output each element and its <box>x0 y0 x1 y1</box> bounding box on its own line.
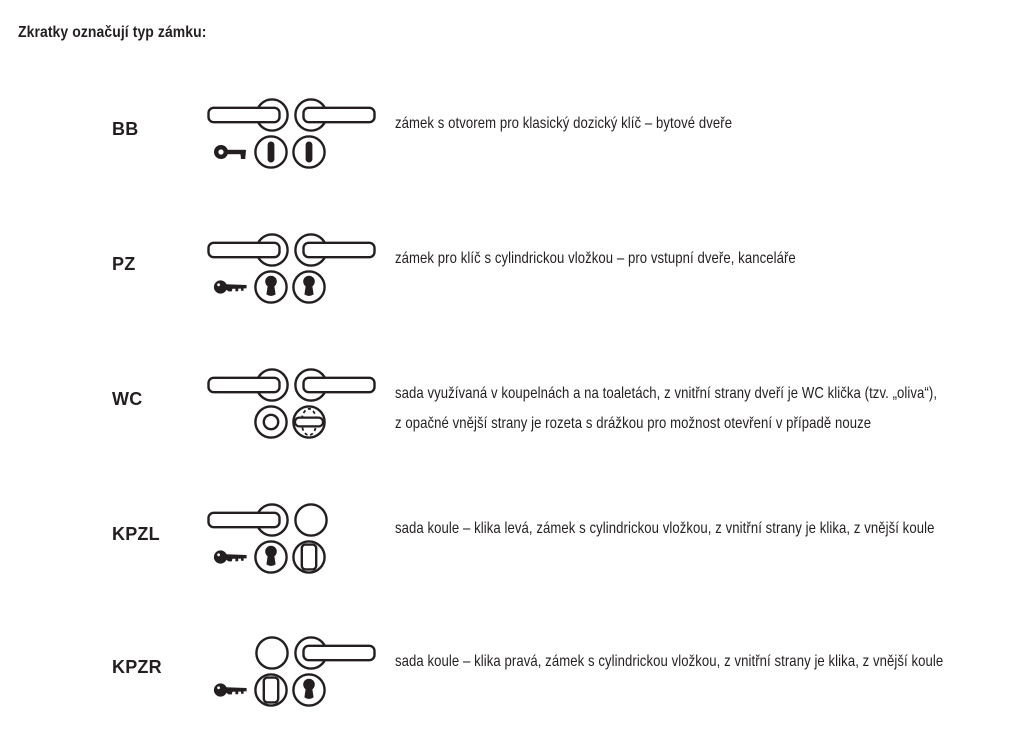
lock-description <box>395 379 937 439</box>
keyhole-cylinder-icon <box>251 537 291 577</box>
page-title: Zkratky označují typ zámku: <box>18 24 207 41</box>
key-classic-icon <box>213 140 253 164</box>
lock-code-label: KPZR <box>112 657 162 677</box>
lock-code-label: BB <box>112 119 139 139</box>
lock-description <box>395 244 796 274</box>
door-handle-right-icon <box>292 365 376 405</box>
lock-description-line-2: z opačné vnější strany je rozeta s drážkou pro možnost otevření v případě nouze <box>395 415 872 432</box>
lock-hardware-icon-set <box>205 365 380 445</box>
lock-description <box>395 514 934 544</box>
key-cylinder-icon <box>213 275 253 299</box>
door-knob-icon <box>291 500 331 540</box>
door-handle-left-icon <box>207 95 291 135</box>
blind-escutcheon-icon <box>289 537 329 577</box>
rosette-groove-icon <box>251 402 291 442</box>
door-handle-left-icon <box>207 365 291 405</box>
key-cylinder-icon <box>213 678 253 702</box>
keyhole-cylinder-icon <box>289 267 329 307</box>
lock-hardware-icon-set <box>205 95 380 175</box>
lock-hardware-icon-set <box>205 500 380 580</box>
keyhole-cylinder-icon <box>289 670 329 710</box>
lock-type-row-pz <box>0 230 1011 320</box>
blind-escutcheon-icon <box>251 670 291 710</box>
door-handle-right-icon <box>292 633 376 673</box>
door-handle-right-icon <box>292 95 376 135</box>
lock-description-line-1: zámek pro klíč s cylindrickou vložkou – pro vstupní dveře, kanceláře <box>395 250 796 267</box>
lock-description-line-1: zámek s otvorem pro klasický dozický klíč – bytové dveře <box>395 115 733 132</box>
lock-type-row-kpzr <box>0 633 1011 723</box>
lock-description <box>395 647 943 677</box>
keyhole-cylinder-icon <box>251 267 291 307</box>
keyhole-classic-icon <box>289 132 329 172</box>
lock-type-row-wc <box>0 365 1011 455</box>
wc-turn-icon <box>289 402 329 442</box>
door-handle-right-icon <box>292 230 376 270</box>
door-handle-left-icon <box>207 500 291 540</box>
lock-description <box>395 109 732 139</box>
lock-code-label: WC <box>112 389 143 409</box>
lock-code-label: PZ <box>112 254 136 274</box>
door-knob-icon <box>252 633 292 673</box>
lock-description-line-1: sada koule – klika pravá, zámek s cylindrickou vložkou, z vnitřní strany je klika, z vnější koule <box>395 653 944 670</box>
lock-type-row-bb <box>0 95 1011 185</box>
lock-hardware-icon-set <box>205 230 380 310</box>
keyhole-classic-icon <box>251 132 291 172</box>
key-cylinder-icon <box>213 545 253 569</box>
lock-type-row-kpzl <box>0 500 1011 590</box>
lock-description-line-1: sada využívaná v koupelnách a na toaletách, z vnitřní strany dveří je WC klička (tzv. „oliva“), <box>395 385 938 402</box>
lock-hardware-icon-set <box>205 633 380 713</box>
lock-description-line-1: sada koule – klika levá, zámek s cylindrickou vložkou, z vnitřní strany je klika, z vnější koule <box>395 520 935 537</box>
door-handle-left-icon <box>207 230 291 270</box>
lock-code-label: KPZL <box>112 524 160 544</box>
